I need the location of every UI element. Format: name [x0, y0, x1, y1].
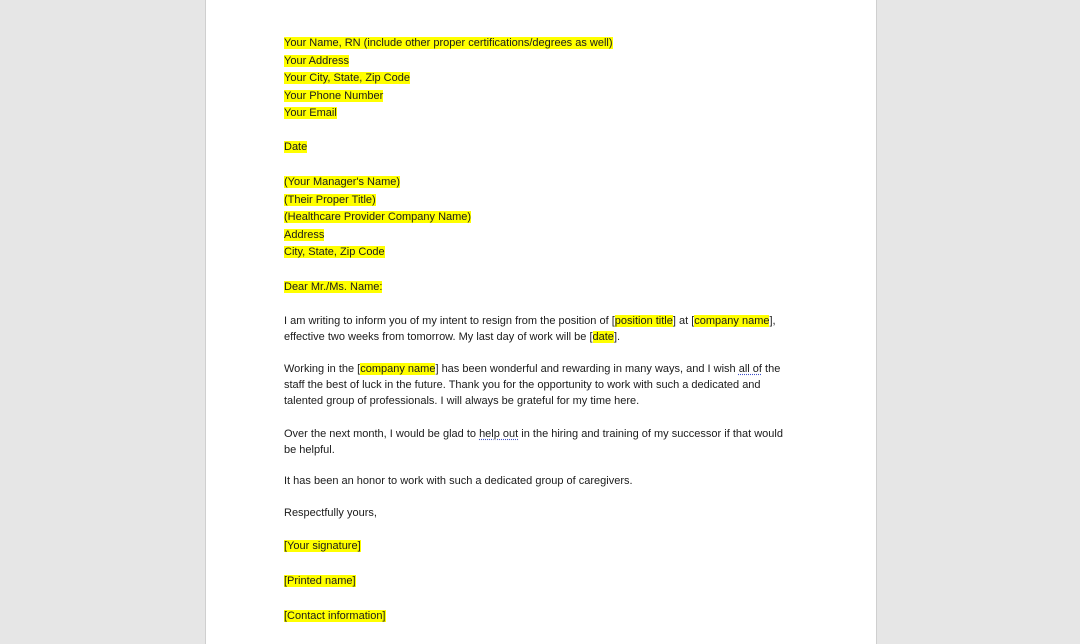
p4-text: It has been an honor to work with such a dedicated group of caregivers. [284, 475, 633, 487]
p2-company-name: company name [360, 363, 436, 375]
p3-text-a: Over the next month, I would be glad to [284, 428, 480, 440]
paragraph-2 [284, 361, 780, 409]
paragraph-4 [284, 473, 633, 489]
recipient-company: (Healthcare Provider Company Name) [284, 211, 472, 224]
p1-company-name: company name [694, 315, 770, 327]
sender-address: Your Address [284, 54, 350, 67]
signature: [Your signature] [284, 540, 361, 552]
p1-text-d: ]. [613, 331, 621, 343]
salutation: Dear Mr./Ms. Name: [284, 281, 383, 293]
p2-text-b: ] has been wonderful and rewarding in many ways, and I wish [435, 363, 739, 375]
sender-email: Your Email [284, 107, 337, 120]
contact-info: [Contact information] [284, 610, 386, 622]
contact-info-line [284, 608, 386, 626]
p1-position-title: position title [614, 315, 673, 327]
closing: Respectfully yours, [284, 507, 377, 519]
date-line [284, 139, 307, 157]
p2-grammar-flag[interactable]: all of [738, 363, 762, 375]
p2-text-c: the [761, 363, 781, 375]
recipient-block [284, 174, 471, 262]
printed-name-line [284, 573, 356, 591]
p3-text-b: in the hiring and training of my successor if that would [518, 428, 783, 440]
p1-text-a: I am writing to inform you of my intent to resign from the position of [ [284, 315, 615, 327]
signature-line [284, 538, 361, 556]
p3-line-2: be helpful. [284, 444, 335, 456]
p1-date: date [592, 331, 614, 343]
printed-name: [Printed name] [284, 575, 356, 587]
document-page [205, 0, 877, 644]
sender-block [284, 35, 613, 123]
p2-line-3: talented group of professionals. I will always be grateful for my time here. [284, 395, 640, 407]
p3-grammar-flag[interactable]: help out [479, 428, 519, 440]
sender-phone: Your Phone Number [284, 89, 384, 102]
p2-line-2: staff the best of luck in the future. Thank you for the opportunity to work with such a dedicated and [284, 379, 761, 391]
recipient-address: Address [284, 228, 325, 241]
p1-text-c: ], [769, 315, 776, 327]
recipient-title: (Their Proper Title) [284, 193, 376, 206]
paragraph-3 [284, 426, 783, 458]
recipient-manager-name: (Your Manager's Name) [284, 176, 401, 188]
recipient-city-state-zip: City, State, Zip Code [284, 246, 385, 259]
sender-city-state-zip: Your City, State, Zip Code [284, 72, 410, 85]
p2-text-a: Working in the [ [284, 363, 361, 375]
sender-name: Your Name, RN (include other proper certifications/degrees as well) [284, 37, 613, 49]
paragraph-1 [284, 313, 776, 345]
letter-date: Date [284, 141, 308, 153]
p1-text-b: ] at [ [672, 315, 695, 327]
salutation-line [284, 279, 382, 297]
closing-line [284, 505, 377, 521]
p1-line-2: effective two weeks from tomorrow. My last day of work will be [ [284, 331, 593, 343]
